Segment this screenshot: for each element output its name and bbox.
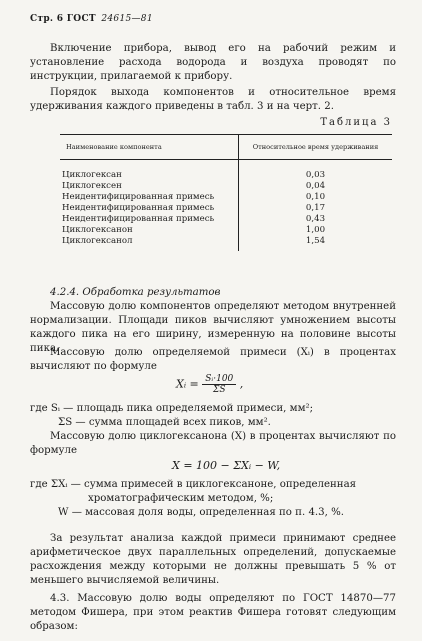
component-name: Циклогексанон xyxy=(60,225,239,236)
definition-area: где Sᵢ — площадь пика определяемой примеси, мм²; xyxy=(30,403,314,414)
page-header xyxy=(30,14,153,24)
paragraph-result: За результат анализа каждой примеси принимают среднее арифметическое двух параллельных определений, допускаемые расхождения между которыми не должны превышать 5 % от меньшего вычисляемой величины. xyxy=(30,533,396,586)
table-row xyxy=(60,236,392,251)
standard-number: 24615—81 xyxy=(101,14,153,24)
table-row xyxy=(60,214,392,225)
paragraph-normalization: Массовую долю компонентов определяют методом внутренней нормализации. Площади пиков вычисляют умножением высоты каждого пика на его ширину, измеренную на половине высоты пика. xyxy=(30,301,396,354)
impurity-formula xyxy=(176,374,243,395)
column-header-component: Наименование компонента xyxy=(60,135,239,160)
paragraph-impurity-formula-intro: Массовую долю определяемой примеси (Xᵢ) в процентах вычисляют по формуле xyxy=(30,347,396,372)
formula-fraction xyxy=(202,374,236,395)
table-caption: Таблица 3 xyxy=(320,117,392,128)
section-heading: 4.2.4. Обработка результатов xyxy=(50,287,221,298)
component-name: Циклогексан xyxy=(60,160,239,182)
table-header-row xyxy=(60,135,392,160)
paragraph-water-method: 4.3. Массовую долю воды определяют по ГОСТ 14870—77 методом Фишера, при этом реактив Фишера готовят следующим образом: xyxy=(30,593,396,632)
paragraph-cyclohexanone-formula-intro: Массовую долю циклогексанона (X) в процентах вычисляют по формуле xyxy=(30,431,396,456)
retention-table xyxy=(60,134,392,251)
table-row xyxy=(60,203,392,214)
paragraph-device: Включение прибора, вывод его на рабочий режим и установление расхода водорода и воздуха проводят по инструкции, прилагаемой к прибору. xyxy=(30,43,396,82)
retention-value: 0,17 xyxy=(305,203,326,213)
cyclohexanone-formula: X = 100 − ΣXᵢ − W, xyxy=(172,459,281,472)
table-row xyxy=(60,160,392,182)
definitions-cyclohexanone xyxy=(30,478,396,520)
component-name: Неидентифицированная примесь xyxy=(60,214,239,225)
table-row xyxy=(60,192,392,203)
retention-value: 0,03 xyxy=(305,170,326,180)
component-name: Циклогексен xyxy=(60,181,239,192)
column-header-retention: Относительное время удерживания xyxy=(239,135,393,160)
header-label: Стр. 6 ГОСТ xyxy=(30,14,96,24)
definitions-impurity xyxy=(30,402,396,430)
definition-sum: ΣS — сумма площадей всех пиков, мм². xyxy=(58,417,271,428)
retention-value: 1,54 xyxy=(305,236,326,246)
component-name: Циклогексанол xyxy=(60,236,239,251)
retention-value: 0,43 xyxy=(305,214,326,224)
retention-value: 0,04 xyxy=(305,181,326,191)
definition-water: W — массовая доля воды, определенная по п. 4.3, %. xyxy=(58,507,345,518)
component-name: Неидентифицированная примесь xyxy=(60,192,239,203)
formula-numerator: Sᵢ·100 xyxy=(202,374,236,385)
table-row xyxy=(60,225,392,236)
formula-tail: , xyxy=(239,377,244,391)
paragraph-order: Порядок выхода компонентов и относительное время удерживания каждого приведены в табл. 3 и на черт. 2. xyxy=(30,87,396,112)
table-row xyxy=(60,181,392,192)
retention-value: 1,00 xyxy=(305,225,326,235)
retention-value: 0,10 xyxy=(305,192,326,202)
component-name: Неидентифицированная примесь xyxy=(60,203,239,214)
formula-denominator: ΣS xyxy=(213,385,226,395)
definition-impurity-sum: где ΣXᵢ — сумма примесей в циклогексаноне, определенная хроматографическим методом, %; xyxy=(30,479,357,504)
formula-lhs: Xᵢ = xyxy=(176,377,199,391)
